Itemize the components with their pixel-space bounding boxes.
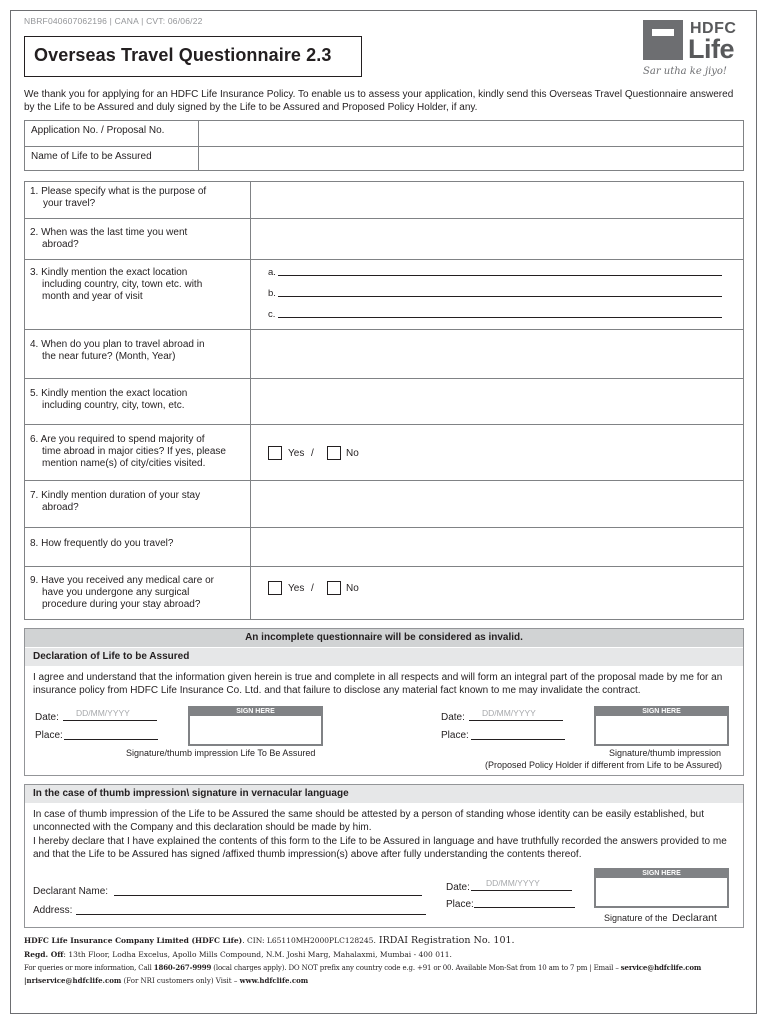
incomplete-warning: An incomplete questionnaire will be considered as invalid. xyxy=(25,629,743,647)
location-line-c[interactable] xyxy=(278,317,722,318)
answer-5-field[interactable] xyxy=(252,379,743,423)
intro-text: We thank you for applying for an HDFC Life Insurance Policy. To enable us to assess your application, kindly send this Overseas Travel Questionnaire answered by the Life to be Assured and duly signed by the Life to be Assured and Proposed Policy Holder, if any. xyxy=(24,89,734,113)
form-code: NBRF040607062196 | CANA | CVT: 06/06/22 xyxy=(24,16,203,26)
decl-left-date-field[interactable] xyxy=(63,720,157,721)
decl-left-place-field[interactable] xyxy=(64,739,158,740)
question-1: 1. Please specify what is the purpose of your travel? xyxy=(30,186,207,210)
answer-7-field[interactable] xyxy=(252,481,743,526)
logo-product: Life xyxy=(688,34,735,64)
q9-yes-checkbox[interactable] xyxy=(268,581,282,595)
question-5: 5. Kindly mention the exact location including country, city, town, etc. xyxy=(30,388,188,412)
website-link[interactable]: www.hdfclife.com xyxy=(239,976,309,985)
decl-right-place-field[interactable] xyxy=(471,739,565,740)
q9-no-checkbox[interactable] xyxy=(327,581,341,595)
question-9: 9. Have you received any medical care or have you undergone any surgical procedure during your stay abroad? xyxy=(30,575,214,611)
footer-address-line: Regd. Off: 13th Floor, Lodha Excelus, Apollo Mills Compound, N.M. Joshi Marg, Mahalaxmi, Mumbai - 400 011. xyxy=(24,950,452,959)
vern-date-placeholder: DD/MM/YYYY xyxy=(486,878,540,888)
vern-place-label: Place: xyxy=(446,899,474,910)
answer-8-field[interactable] xyxy=(252,528,743,565)
logo-tagline: Sar utha ke jiyo! xyxy=(643,66,727,77)
question-3: 3. Kindly mention the exact location including country, city, town etc. with month and year of visit xyxy=(30,267,203,303)
life-assured-name-label: Name of Life to be Assured xyxy=(31,151,152,162)
q6-separator: / xyxy=(311,448,314,459)
declarant-signature-caption: Signature of the Declarant xyxy=(604,912,717,924)
logo-square-icon xyxy=(643,20,683,60)
footer-company-line: HDFC Life Insurance Company Limited (HDFC Life). CIN: L65110MH2000PLC128245. IRDAI Registration No. 101. xyxy=(24,935,515,946)
answer-4-field[interactable] xyxy=(252,330,743,377)
decl-right-signature-caption: Signature/thumb impression xyxy=(609,748,722,758)
decl-left-signature-box[interactable] xyxy=(188,706,323,746)
q6-yes-label: Yes xyxy=(288,448,305,459)
question-4: 4. When do you plan to travel abroad in the near future? (Month, Year) xyxy=(30,339,205,363)
q6-no-checkbox[interactable] xyxy=(327,446,341,460)
decl-left-date-placeholder: DD/MM/YYYY xyxy=(76,708,130,718)
decl-right-place-label: Place: xyxy=(441,730,469,741)
life-assured-name-field[interactable] xyxy=(200,147,743,170)
vern-place-field[interactable] xyxy=(474,907,575,908)
title-box xyxy=(24,36,362,77)
sign-here-label: SIGN HERE xyxy=(596,708,727,716)
declarant-name-label: Declarant Name: xyxy=(33,886,109,897)
decl-right-signature-box[interactable] xyxy=(594,706,729,746)
decl-right-signature-caption-note: (Proposed Policy Holder if different from Life to be Assured) xyxy=(485,760,722,770)
footer-contact-line: For queries or more information, Call 1860-267-9999 (local charges apply). DO NOT prefix any country code e.g. +91 or 00. Available Mon-Sat from 10 am to 7 pm | Email – service@hdfclife.com xyxy=(24,963,702,972)
logo-brand: HDFC xyxy=(690,20,737,37)
q9-yes-label: Yes xyxy=(288,583,305,594)
location-line-c-label: c. xyxy=(268,309,276,320)
sign-here-label: SIGN HERE xyxy=(596,870,727,878)
vernacular-text-2: I hereby declare that I have explained the contents of this form to the Life to be Assured in language and have truthfully recorded the answers provided to me and that the Life to be Assured has signed /affixed thumb impression(s) above after fully understanding the contents thereof. xyxy=(33,836,727,860)
declaration-text: I agree and understand that the information given herein is true and complete in all respects and will form an integral part of the proposal made by me for an insurance policy from HDFC Life Insurance Co. Ltd. and that failure to disclose any material fact known to me may invalidate the contract. xyxy=(33,672,723,696)
sign-here-label: SIGN HERE xyxy=(190,708,321,716)
declarant-address-label: Address: xyxy=(33,905,73,916)
vernacular-heading: In the case of thumb impression\ signature in vernacular language xyxy=(25,785,743,803)
declarant-name-field[interactable] xyxy=(114,895,422,896)
q9-separator: / xyxy=(311,583,314,594)
decl-right-date-field[interactable] xyxy=(469,720,563,721)
vernacular-text-1: In case of thumb impression of the Life to be Assured the same should be attested by a person of standing whose identity can be easily established, but unconnected with the Company and this declaration should be made by him. xyxy=(33,809,704,833)
declarant-address-field[interactable] xyxy=(76,914,426,915)
location-line-b-label: b. xyxy=(268,288,276,299)
vern-date-label: Date: xyxy=(446,882,470,893)
page-title: Overseas Travel Questionnaire 2.3 xyxy=(34,45,332,65)
footer-nri-line: |nriservice@hdfclife.com (For NRI customers only) Visit – www.hdfclife.com xyxy=(24,976,309,985)
answer-1-field[interactable] xyxy=(252,182,743,217)
question-8: 8. How frequently do you travel? xyxy=(30,538,174,549)
decl-right-date-label: Date: xyxy=(441,712,465,723)
decl-left-date-label: Date: xyxy=(35,712,59,723)
question-6: 6. Are you required to spend majority of time abroad in major cities? If yes, please mention name(s) of city/cities visited. xyxy=(30,434,226,470)
service-email-link[interactable]: service@hdfclife.com xyxy=(620,963,702,972)
location-line-b[interactable] xyxy=(278,296,722,297)
declaration-heading: Declaration of Life to be Assured xyxy=(25,648,743,666)
vern-date-field[interactable] xyxy=(471,890,572,891)
question-2: 2. When was the last time you went abroad? xyxy=(30,227,188,251)
hdfc-life-logo xyxy=(643,20,743,80)
application-no-field[interactable] xyxy=(200,121,743,145)
location-line-a[interactable] xyxy=(278,275,722,276)
location-line-a-label: a. xyxy=(268,267,276,278)
decl-left-place-label: Place: xyxy=(35,730,63,741)
q6-yes-checkbox[interactable] xyxy=(268,446,282,460)
question-7: 7. Kindly mention duration of your stay abroad? xyxy=(30,490,201,514)
nri-email-link[interactable]: |nriservice@hdfclife.com xyxy=(24,976,122,985)
application-no-label: Application No. / Proposal No. xyxy=(31,125,165,136)
declarant-signature-box[interactable] xyxy=(594,868,729,908)
q6-no-label: No xyxy=(346,448,359,459)
q9-no-label: No xyxy=(346,583,359,594)
decl-left-signature-caption: Signature/thumb impression Life To Be Assured xyxy=(126,748,316,758)
decl-right-date-placeholder: DD/MM/YYYY xyxy=(482,708,536,718)
answer-2-field[interactable] xyxy=(252,219,743,258)
